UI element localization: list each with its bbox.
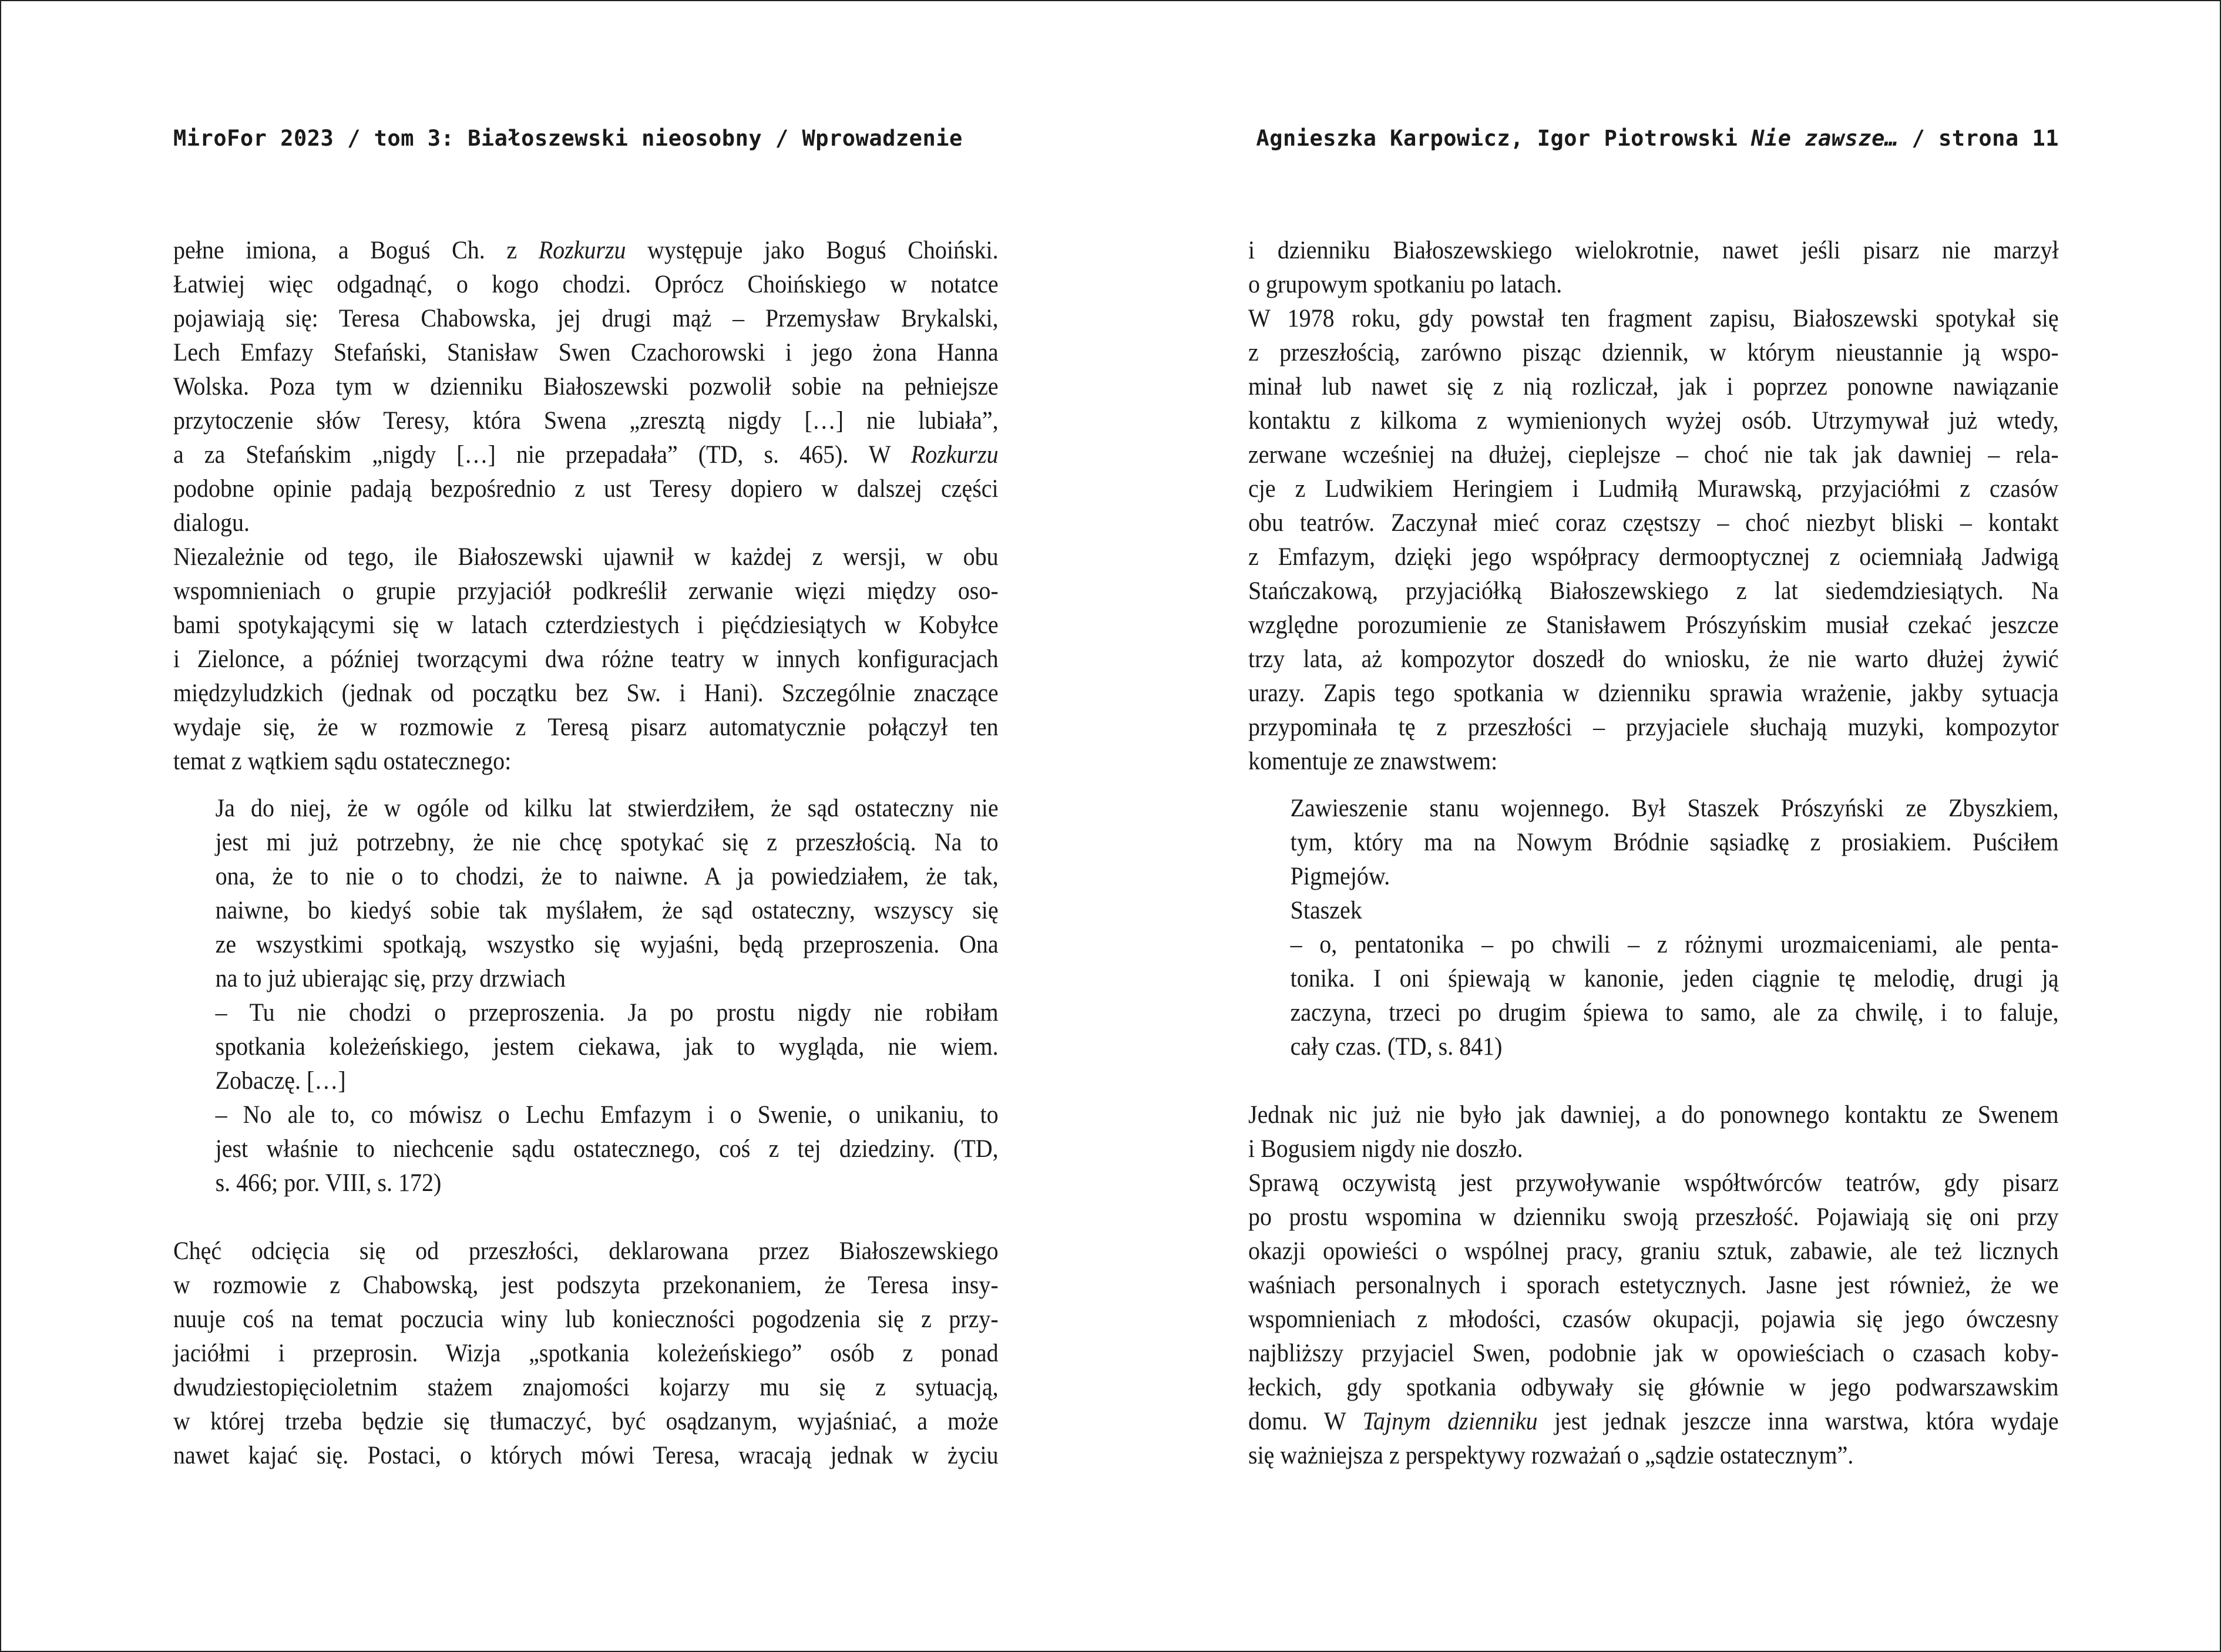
text-run: – Tu nie chodzi o przeproszenia. Ja po prostu nigdy nie robiłam xyxy=(215,999,999,1027)
text-line xyxy=(1248,1132,2059,1166)
text-run: Staszek xyxy=(1290,897,1362,924)
italic-title: Rozkurzu xyxy=(910,441,999,469)
text-run: s. 466; por. VIII, s. 172) xyxy=(215,1169,442,1197)
text-line xyxy=(1248,404,2059,438)
text-run: najbliższy przyjaciel Swen, podobnie jak w opowieściach o czasach koby- xyxy=(1248,1340,2059,1367)
text-line xyxy=(216,826,999,860)
text-run: Wolska. Poza tym w dzienniku Białoszewski pozwolił sobie na pełniejsze xyxy=(173,373,999,401)
text-run: Łatwiej więc odgadnąć, o kogo chodzi. Oprócz Choińskiego w notatce xyxy=(173,271,999,298)
paragraph xyxy=(173,540,999,779)
text-run: i Zielonce, a później tworzącymi dwa różne teatry w innych konfiguracjach xyxy=(173,645,999,673)
text-run: międzyludzkich (jednak od początku bez Sw. i Hani). Szczególnie znaczące xyxy=(173,679,999,707)
text-run: cały czas. (TD, s. 841) xyxy=(1290,1033,1503,1061)
text-run: domu. W xyxy=(1248,1408,1363,1435)
text-line xyxy=(1248,438,2059,472)
text-line xyxy=(1248,574,2059,608)
text-run: wspomnieniach o grupie przyjaciół podkreślił zerwanie więzi między oso- xyxy=(173,577,999,605)
text-line xyxy=(1248,302,2059,336)
text-run: pełne imiona, a Boguś Ch. z xyxy=(173,237,539,264)
text-line xyxy=(173,472,999,506)
text-run: w której trzeba będzie się tłumaczyć, być osądzanym, wyjaśniać, a może xyxy=(173,1408,999,1435)
text-run: dwudziestopięcioletnim stażem znajomości kojarzy mu się z sytuacją, xyxy=(173,1374,999,1401)
text-line xyxy=(216,1098,999,1132)
text-line xyxy=(216,792,999,826)
text-run: Zawieszenie stanu wojennego. Był Staszek Prószyński ze Zbyszkiem, xyxy=(1290,795,2059,822)
text-line xyxy=(1291,894,2059,928)
text-run: obu teatrów. Zaczynał mieć coraz częstszy – choć niezbyt bliski – kontakt xyxy=(1248,509,2059,537)
text-line xyxy=(173,302,999,336)
text-run: nuuje coś na temat poczucia winy lub konieczności pogodzenia się z przy- xyxy=(173,1306,999,1333)
running-head-left: MiroFor 2023 / tom 3: Białoszewski nieosobny / Wprowadzenie xyxy=(173,126,963,151)
text-run: w rozmowie z Chabowską, jest podszyta przekonaniem, że Teresa insy- xyxy=(173,1271,999,1299)
paragraph xyxy=(1248,234,2059,302)
text-run: i dzienniku Białoszewskiego wielokrotnie, nawet jeśli pisarz nie marzył xyxy=(1248,237,2059,264)
paragraph xyxy=(173,1234,999,1473)
text-run: W 1978 roku, gdy powstał ten fragment zapisu, Białoszewski spotykał się xyxy=(1248,305,2059,332)
text-run: przytoczenie słów Teresy, która Swena „zresztą nigdy […] nie lubiała”, xyxy=(173,407,999,435)
text-run: naiwne, bo kiedyś sobie tak myślałem, że sąd ostateczny, wszyscy się xyxy=(215,897,999,924)
text-line xyxy=(1291,1030,2059,1064)
text-run: nawet kajać się. Postaci, o których mówi Teresa, wracają jednak w życiu xyxy=(173,1442,999,1469)
text-run: z przeszłością, zarówno pisząc dziennik, w którym nieustannie ją wspo- xyxy=(1248,339,2059,366)
text-run: tym, który ma na Nowym Bródnie sąsiadkę z prosiakiem. Puściłem xyxy=(1290,829,2059,856)
text-line xyxy=(1291,860,2059,894)
text-line xyxy=(1248,1234,2059,1269)
text-line xyxy=(173,506,999,540)
block-quote xyxy=(1248,792,2059,1064)
text-line xyxy=(1248,1303,2059,1337)
running-head-title: Nie zawsze… xyxy=(1751,126,1899,151)
text-run: łeckich, gdy spotkania odbywały się głównie w jego podwarszawskim xyxy=(1248,1374,2059,1401)
text-run: wspomnieniach z młodości, czasów okupacji, pojawia się jego ówczesny xyxy=(1248,1306,2059,1333)
text-line xyxy=(173,404,999,438)
text-line xyxy=(173,642,999,677)
text-line xyxy=(1248,745,2059,779)
text-line xyxy=(216,1166,999,1200)
running-head-right xyxy=(1248,126,2059,151)
text-line xyxy=(173,438,999,472)
text-run: i Bogusiem nigdy nie doszło. xyxy=(1248,1135,1523,1163)
text-run: wydaje się, że w rozmowie z Teresą pisarz automatycznie połączył ten xyxy=(173,714,999,741)
text-line xyxy=(216,1132,999,1166)
text-line xyxy=(173,1405,999,1439)
text-run: pojawiają się: Teresa Chabowska, jej drugi mąż – Przemysław Brykalski, xyxy=(173,305,999,332)
text-run: z Emfazym, dzięki jego współpracy dermooptycznej z ociemniałą Jadwigą xyxy=(1248,543,2059,571)
text-line xyxy=(173,574,999,608)
text-line xyxy=(1291,826,2059,860)
text-run: Sprawą oczywistą jest przywoływanie współtwórców teatrów, gdy pisarz xyxy=(1248,1169,2059,1197)
text-run: bami spotykającymi się w latach czterdziestych i pięćdziesiątych w Kobyłce xyxy=(173,611,999,639)
block-quote xyxy=(173,792,999,1200)
text-run: minał lub nawet się z nią rozliczał, jak i poprzez ponowne nawiązanie xyxy=(1248,373,2059,401)
text-line xyxy=(216,1064,999,1098)
text-run: Zobaczę. […] xyxy=(215,1067,346,1095)
text-run: jest właśnie to niechcenie sądu ostatecznego, coś z tej dziedziny. (TD, xyxy=(215,1135,999,1163)
text-line xyxy=(173,745,999,779)
text-run: Jednak nic już nie było jak dawniej, a do ponownego kontaktu ze Swenem xyxy=(1248,1101,2059,1129)
text-run: się ważniejsza z perspektywy rozważań o „sądzie ostatecznym”. xyxy=(1248,1442,1854,1469)
text-line xyxy=(1248,540,2059,574)
text-line xyxy=(1248,370,2059,404)
text-line xyxy=(1248,234,2059,268)
text-line xyxy=(173,336,999,370)
text-line xyxy=(1248,506,2059,540)
text-run: podobne opinie padają bezpośrednio z ust Teresy dopiero w dalszej części xyxy=(173,475,999,503)
spacer xyxy=(1248,779,2059,792)
italic-title: Tajnym dzienniku xyxy=(1362,1408,1538,1435)
text-run: Ja do niej, że w ogóle od kilku lat stwierdziłem, że sąd ostateczny nie xyxy=(215,795,999,822)
text-line xyxy=(173,370,999,404)
italic-title: Rozkurzu xyxy=(538,237,626,264)
text-run: względne porozumienie ze Stanisławem Prószyńskim musiał czekać jeszcze xyxy=(1248,611,2059,639)
text-run: Lech Emfazy Stefański, Stanisław Swen Czachorowski i jego żona Hanna xyxy=(173,339,999,366)
text-line xyxy=(1248,1200,2059,1234)
text-line xyxy=(173,1371,999,1405)
text-line xyxy=(1248,608,2059,642)
text-line xyxy=(1248,268,2059,302)
text-line xyxy=(1291,962,2059,996)
text-run: – o, pentatonika – po chwili – z różnymi urozmaiceniami, ale penta- xyxy=(1290,931,2059,958)
text-run: jaciółmi i przeprosin. Wizja „spotkania koleżeńskiego” osób z ponad xyxy=(173,1340,999,1367)
spacer xyxy=(173,1200,999,1234)
text-line xyxy=(1248,711,2059,745)
text-line xyxy=(173,268,999,302)
text-line xyxy=(173,711,999,745)
text-run: jest mi już potrzebny, że nie chcę spotykać się z przeszłością. Na to xyxy=(215,829,999,856)
text-line xyxy=(173,1439,999,1473)
text-line xyxy=(1248,336,2059,370)
right-page-body xyxy=(1248,234,2059,1473)
text-run: zaczyna, trzeci po drugim śpiewa to samo, ale za chwilę, i to faluje, xyxy=(1290,999,2059,1027)
text-line xyxy=(216,894,999,928)
paragraph xyxy=(1248,302,2059,779)
text-line xyxy=(1291,792,2059,826)
text-run: a za Stefańskim „nigdy […] nie przepadała” (TD, s. 465). W xyxy=(173,441,911,469)
text-run: dialogu. xyxy=(173,509,250,537)
text-line xyxy=(1291,996,2059,1030)
text-run: temat z wątkiem sądu ostatecznego: xyxy=(173,748,512,775)
running-head-authors: Agnieszka Karpowicz, Igor Piotrowski xyxy=(1256,126,1752,151)
text-run: cje z Ludwikiem Heringiem i Ludmiłą Murawską, przyjaciółmi z czasów xyxy=(1248,475,2059,503)
text-run: Stańczakową, przyjaciółką Białoszewskiego z lat siedemdziesiątych. Na xyxy=(1248,577,2059,605)
text-run: urazy. Zapis tego spotkania w dzienniku sprawia wrażenie, jakby sytuacja xyxy=(1248,679,2059,707)
text-line xyxy=(216,996,999,1030)
text-line xyxy=(173,1337,999,1371)
text-line xyxy=(1248,1269,2059,1303)
text-run: Chęć odcięcia się od przeszłości, deklarowana przez Białoszewskiego xyxy=(173,1237,999,1265)
text-line xyxy=(1248,1371,2059,1405)
text-line xyxy=(1248,1166,2059,1200)
text-line xyxy=(173,1234,999,1269)
text-run: po prostu wspomina w dzienniku swoją przeszłość. Pojawiają się oni przy xyxy=(1248,1203,2059,1231)
text-run: spotkania koleżeńskiego, jestem ciekawa, jak to wygląda, nie wiem. xyxy=(215,1033,999,1061)
text-run: przypominała tę z przeszłości – przyjaciele słuchają muzyki, kompozytor xyxy=(1248,714,2059,741)
text-run: ze wszystkimi spotkają, wszystko się wyjaśni, będą przeproszenia. Ona xyxy=(215,931,999,958)
text-line xyxy=(173,1303,999,1337)
text-line xyxy=(216,962,999,996)
paragraph xyxy=(1248,1166,2059,1473)
text-line xyxy=(216,928,999,962)
text-line xyxy=(1248,1439,2059,1473)
text-run: kontaktu z kilkoma z wymienionych wyżej osób. Utrzymywał już wtedy, xyxy=(1248,407,2059,435)
text-line xyxy=(216,1030,999,1064)
text-run: okazji opowieści o wspólnej pracy, graniu sztuk, zabawie, ale też licznych xyxy=(1248,1237,2059,1265)
text-line xyxy=(173,1269,999,1303)
page-number: / strona 11 xyxy=(1898,126,2059,151)
text-run: zerwane wcześniej na dłużej, cieplejsze – choć nie tak jak dawniej – rela- xyxy=(1248,441,2059,469)
text-line xyxy=(173,677,999,711)
text-line xyxy=(173,608,999,642)
text-line xyxy=(1291,928,2059,962)
text-line xyxy=(1248,677,2059,711)
spacer xyxy=(1248,1064,2059,1098)
paragraph xyxy=(1248,1098,2059,1166)
left-page-body xyxy=(173,234,999,1473)
text-line xyxy=(1248,1098,2059,1132)
text-run: Pigmejów. xyxy=(1290,863,1390,890)
text-line xyxy=(173,540,999,574)
text-line xyxy=(173,234,999,268)
text-line xyxy=(1248,1337,2059,1371)
text-line xyxy=(216,860,999,894)
text-run: tonika. I oni śpiewają w kanonie, jeden ciągnie tę melodię, drugi ją xyxy=(1290,965,2059,992)
text-run: na to już ubierając się, przy drzwiach xyxy=(215,965,566,992)
text-run: występuje jako Boguś Choiński. xyxy=(626,237,999,264)
text-line xyxy=(1248,1405,2059,1439)
text-line xyxy=(1248,642,2059,677)
text-line xyxy=(1248,472,2059,506)
text-run: komentuje ze znawstwem: xyxy=(1248,748,1498,775)
paragraph xyxy=(173,234,999,540)
text-run: jest jednak jeszcze inna warstwa, która wydaje xyxy=(1537,1408,2059,1435)
text-run: ona, że to nie o to chodzi, że to naiwne. A ja powiedziałem, że tak, xyxy=(215,863,999,890)
spacer xyxy=(173,779,999,792)
text-run: waśniach personalnych i sporach estetycznych. Jasne jest również, że we xyxy=(1248,1271,2059,1299)
text-run: Niezależnie od tego, ile Białoszewski ujawnił w każdej z wersji, w obu xyxy=(173,543,999,571)
text-run: – No ale to, co mówisz o Lechu Emfazym i o Swenie, o unikaniu, to xyxy=(215,1101,999,1129)
text-run: trzy lata, aż kompozytor doszedł do wniosku, że nie warto dłużej żywić xyxy=(1248,645,2059,673)
text-run: o grupowym spotkaniu po latach. xyxy=(1248,271,1563,298)
